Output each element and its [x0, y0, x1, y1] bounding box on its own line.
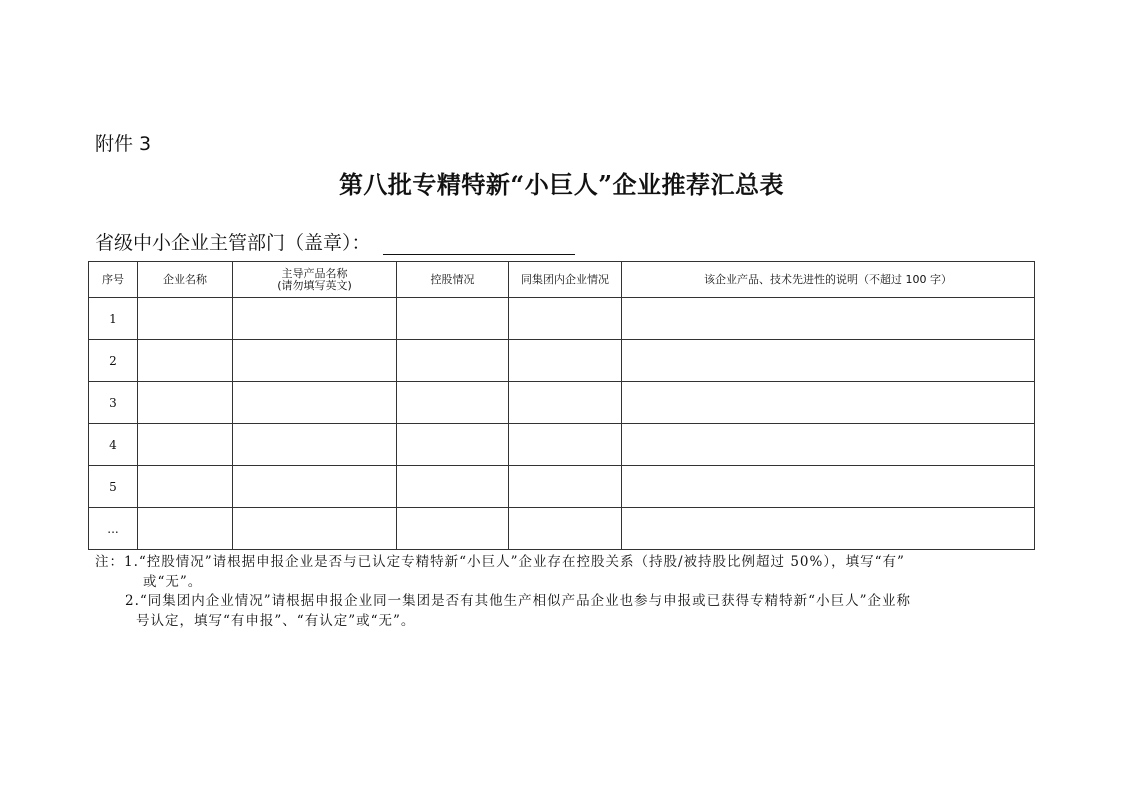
cell-tech-description[interactable]	[622, 424, 1035, 466]
header-holding-status: 控股情况	[397, 262, 509, 298]
cell-serial-no: 1	[89, 298, 138, 340]
cell-serial-no: 4	[89, 424, 138, 466]
cell-main-product[interactable]	[233, 424, 397, 466]
cell-holding-status[interactable]	[397, 340, 509, 382]
cell-company-name[interactable]	[138, 298, 233, 340]
cell-main-product[interactable]	[233, 466, 397, 508]
cell-group-companies[interactable]	[509, 382, 622, 424]
cell-main-product[interactable]	[233, 340, 397, 382]
cell-group-companies[interactable]	[509, 424, 622, 466]
cell-holding-status[interactable]	[397, 382, 509, 424]
footnotes	[95, 553, 911, 631]
cell-tech-description[interactable]	[622, 508, 1035, 550]
table-row	[89, 298, 1035, 340]
table-header-row	[89, 262, 1035, 298]
cell-group-companies[interactable]	[509, 340, 622, 382]
note-2-line-2: 号认定，填写“有申报”、“有认定”或“无”。	[136, 612, 416, 629]
header-tech-description: 该企业产品、技术先进性的说明（不超过 100 字）	[622, 262, 1035, 298]
department-seal-field	[95, 228, 575, 255]
cell-serial-no: 2	[89, 340, 138, 382]
cell-holding-status[interactable]	[397, 466, 509, 508]
table-row	[89, 466, 1035, 508]
attachment-label: 附件 3	[95, 133, 152, 155]
cell-group-companies[interactable]	[509, 466, 622, 508]
cell-company-name[interactable]	[138, 340, 233, 382]
table-row	[89, 424, 1035, 466]
header-group-companies: 同集团内企业情况	[509, 262, 622, 298]
cell-tech-description[interactable]	[622, 298, 1035, 340]
table-row	[89, 340, 1035, 382]
cell-main-product[interactable]	[233, 298, 397, 340]
header-main-product: 主导产品名称 (请勿填写英文)	[233, 262, 397, 298]
cell-company-name[interactable]	[138, 382, 233, 424]
cell-serial-no: ...	[89, 508, 138, 550]
note-2-line-1: 2.“同集团内企业情况”请根据申报企业同一集团是否有其他生产相似产品企业也参与申报或已获得专精特新“小巨人”企业称	[125, 593, 911, 609]
cell-group-companies[interactable]	[509, 298, 622, 340]
cell-main-product[interactable]	[233, 382, 397, 424]
cell-company-name[interactable]	[138, 466, 233, 508]
note-1-line-2: 或“无”。	[143, 573, 203, 590]
header-serial-no: 序号	[89, 262, 138, 298]
cell-serial-no: 5	[89, 466, 138, 508]
note-1-line-1: 注：1.“控股情况”请根据申报企业是否与已认定专精特新“小巨人”企业存在控股关系（持股/被持股比例超过 50%），填写“有”	[95, 554, 905, 570]
cell-main-product[interactable]	[233, 508, 397, 550]
cell-company-name[interactable]	[138, 424, 233, 466]
department-label: 省级中小企业主管部门（盖章）：	[95, 232, 371, 254]
cell-company-name[interactable]	[138, 508, 233, 550]
cell-holding-status[interactable]	[397, 424, 509, 466]
document-title: 第八批专精特新“小巨人”企业推荐汇总表	[338, 170, 785, 199]
cell-holding-status[interactable]	[397, 298, 509, 340]
table-row	[89, 508, 1035, 550]
cell-holding-status[interactable]	[397, 508, 509, 550]
cell-tech-description[interactable]	[622, 466, 1035, 508]
table-row	[89, 382, 1035, 424]
cell-tech-description[interactable]	[622, 340, 1035, 382]
cell-tech-description[interactable]	[622, 382, 1035, 424]
header-company-name: 企业名称	[138, 262, 233, 298]
cell-serial-no: 3	[89, 382, 138, 424]
department-signature-line[interactable]	[383, 234, 575, 255]
recommendation-summary-table	[88, 261, 1035, 550]
cell-group-companies[interactable]	[509, 508, 622, 550]
